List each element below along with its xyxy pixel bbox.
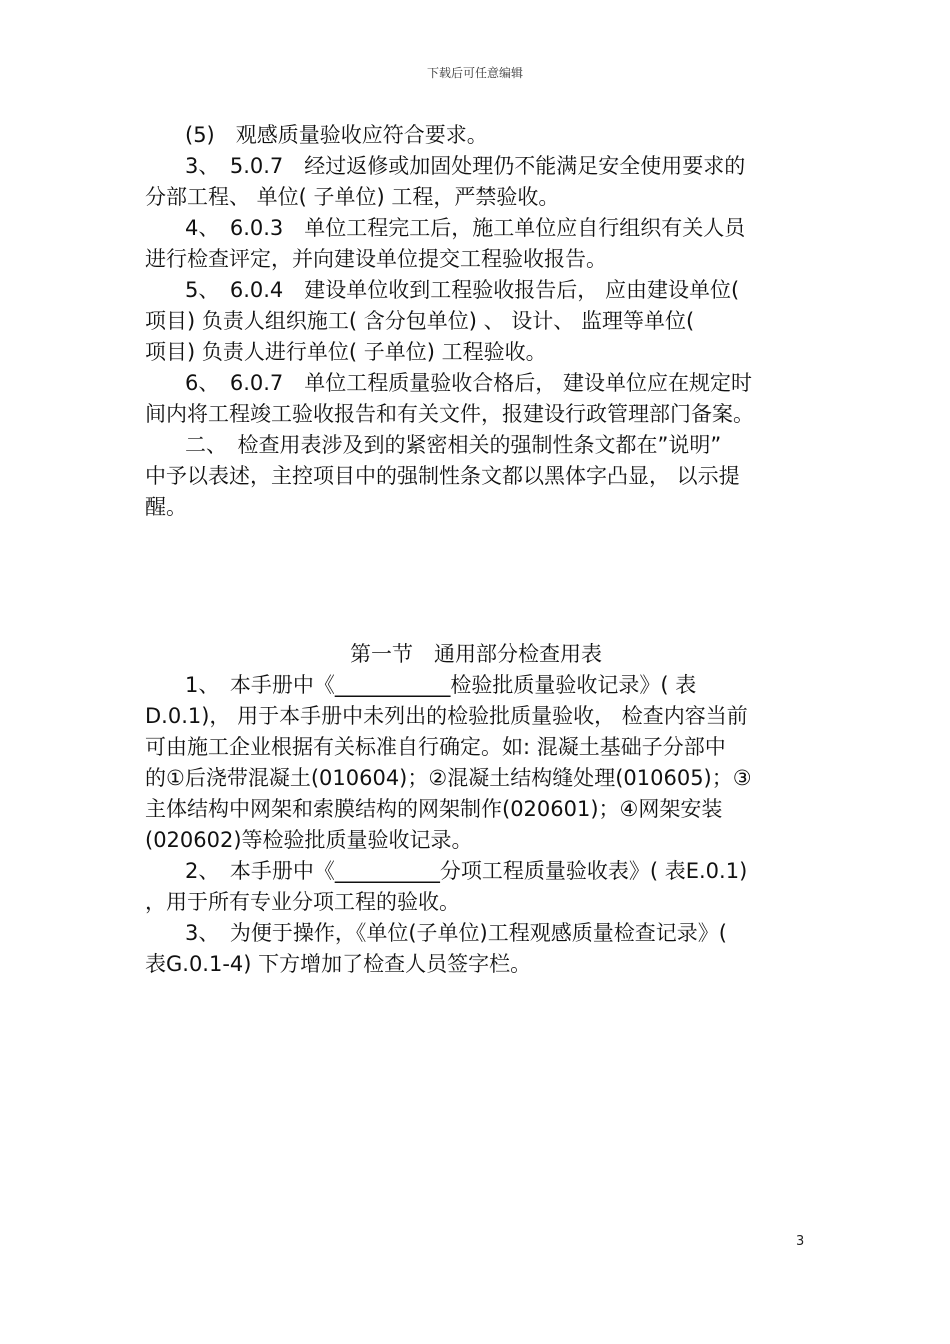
text-line: 4、 6.0.3 单位工程完工后，施工单位应自行组织有关人员	[185, 216, 746, 240]
paragraph	[145, 670, 807, 856]
paragraph	[145, 368, 807, 430]
text-line: 2、 本手册中《__________分项工程质量验收表》( 表E.0.1)	[185, 859, 748, 883]
text-line: 二、 检查用表涉及到的紧密相关的强制性条文都在”说明”	[185, 433, 722, 457]
section-gap	[145, 523, 807, 639]
text-line: D.0.1)， 用于本手册中未列出的检验批质量验收， 检查内容当前	[145, 704, 748, 728]
text-line: 可由施工企业根据有关标准自行确定。如: 混凝土基础子分部中	[145, 735, 726, 759]
page-header: 下载后可任意编辑	[426, 66, 523, 80]
text-line: 分部工程、 单位( 子单位) 工程，严禁验收。	[145, 185, 560, 209]
text-line: 6、 6.0.7 单位工程质量验收合格后， 建设单位应在规定时	[185, 371, 752, 395]
paragraph	[145, 918, 807, 980]
text-line: 进行检查评定，并向建设单位提交工程验收报告。	[145, 247, 607, 271]
text-line: (5) 观感质量验收应符合要求。	[185, 123, 488, 147]
text-line: 表G.0.1-4) 下方增加了检查人员签字栏。	[145, 952, 532, 976]
paragraph	[145, 151, 807, 213]
text-line: 中予以表述，主控项目中的强制性条文都以黑体字凸显， 以示提	[145, 464, 740, 488]
text-line: ，用于所有专业分项工程的验收。	[145, 890, 460, 914]
paragraph	[145, 430, 807, 523]
page-number: 3	[796, 1234, 805, 1249]
text-line: 主体结构中网架和索膜结构的网架制作(020601)；④网架安装	[145, 797, 723, 821]
text-line: 3、 5.0.7 经过返修或加固处理仍不能满足安全使用要求的	[185, 154, 746, 178]
top-paragraphs	[145, 120, 807, 523]
text-line: 5、 6.0.4 建设单位收到工程验收报告后， 应由建设单位(	[185, 278, 740, 302]
text-line: (020602)等检验批质量验收记录。	[145, 828, 473, 852]
paragraph	[145, 120, 807, 151]
text-line: 间内将工程竣工验收报告和有关文件，报建设行政管理部门备案。	[145, 402, 754, 426]
text-line: 项目) 负责人组织施工( 含分包单位) 、 设计、 监理等单位(	[145, 309, 695, 333]
text-line: 项目) 负责人进行单位( 子单位) 工程验收。	[145, 340, 547, 364]
text-line: 1、 本手册中《___________检验批质量验收记录》( 表	[185, 673, 697, 697]
text-line: 的①后浇带混凝土(010604)；②混凝土结构缝处理(010605)；③	[145, 766, 752, 790]
paragraph	[145, 275, 807, 368]
paragraph	[145, 213, 807, 275]
text-line: 3、 为便于操作，《单位(子单位)工程观感质量检查记录》(	[185, 921, 727, 945]
bottom-paragraphs	[145, 670, 807, 980]
document-body	[145, 120, 807, 980]
text-line: 醒。	[145, 495, 187, 519]
paragraph	[145, 856, 807, 918]
section-title: 第一节 通用部分检查用表	[350, 642, 602, 666]
